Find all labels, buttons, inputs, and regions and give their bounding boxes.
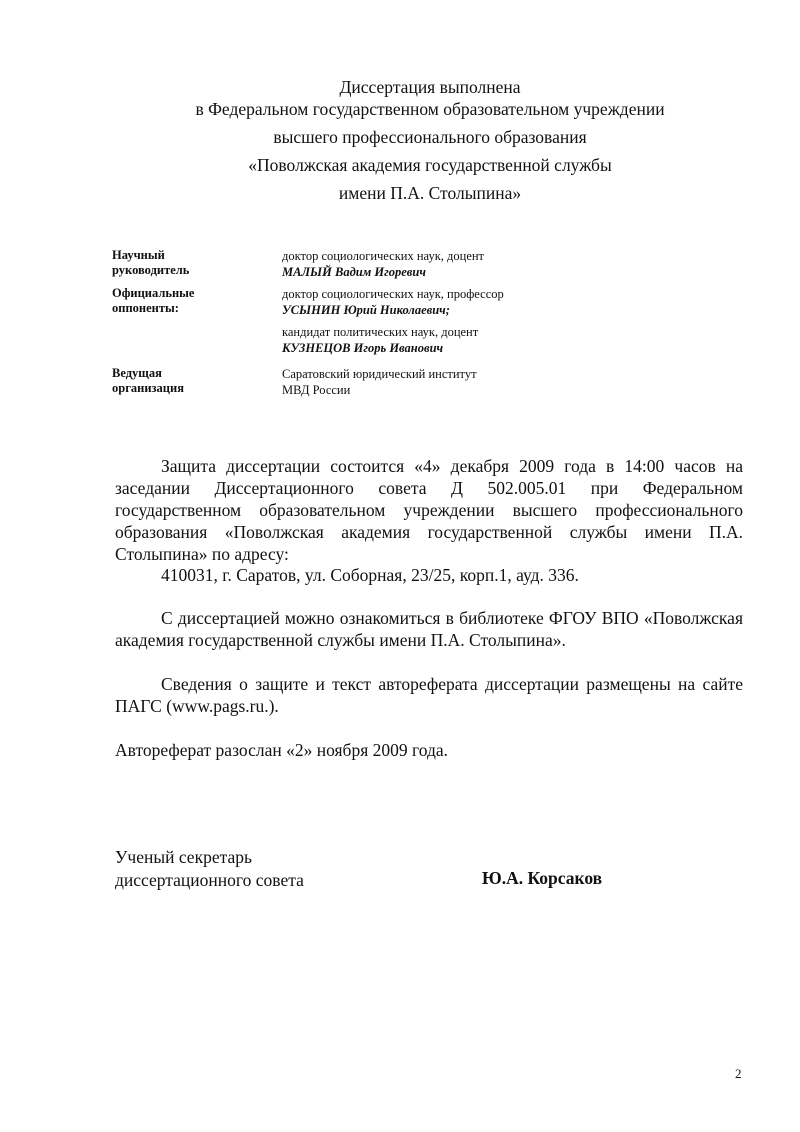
title-block <box>0 74 800 206</box>
opponents-details <box>282 286 582 356</box>
lead-org-line-2: МВД России <box>282 383 351 397</box>
title-line-1: Диссертация выполнена <box>339 77 521 97</box>
lead-org-details <box>282 366 582 398</box>
title-line-3: высшего профессионального образования <box>273 127 587 147</box>
supervisor-details <box>282 248 582 280</box>
defense-paragraph: Защита диссертации состоится «4» декабря 2009 года в 14:00 часов на заседании Диссертационного совета Д 502.005.01 при Федеральном государственном образовательном учреждении высшего профессионального образования «Поволжская академия государственной службы имени П.А. Столыпина» по адресу: <box>115 456 743 564</box>
library-paragraph: С диссертацией можно ознакомиться в библиотеке ФГОУ ВПО «Поволжская академия государственной службы имени П.А. Столыпина». <box>115 608 743 650</box>
opponent-2-position: кандидат политических наук, доцент <box>282 325 479 339</box>
title-line-2: в Федеральном государственном образовательном учреждении <box>195 99 665 119</box>
supervisor-name: МАЛЫЙ Вадим Игоревич <box>282 265 426 279</box>
website-paragraph: Сведения о защите и текст автореферата диссертации размещены на сайте ПАГС (www.pags.ru.). <box>115 674 743 716</box>
opponents-label: Официальные оппоненты: <box>112 286 195 315</box>
sent-date: Автореферат разослан «2» ноября 2009 года. <box>115 740 449 760</box>
secretary-name: Ю.А. Корсаков <box>482 868 603 888</box>
secretary-title-line-2: диссертационного совета <box>115 870 304 890</box>
secretary-title <box>115 846 304 892</box>
lead-org-line-1: Саратовский юридический институт <box>282 367 477 381</box>
defense-address: 410031, г. Саратов, ул. Соборная, 23/25, корп.1, ауд. 336. <box>161 565 579 585</box>
supervisor-position: доктор социологических наук, доцент <box>282 249 485 263</box>
supervisor-label: Научный руководитель <box>112 248 190 277</box>
opponent-1-position: доктор социологических наук, профессор <box>282 287 504 301</box>
page-number: 2 <box>735 1066 742 1081</box>
title-line-4: «Поволжская академия государственной службы <box>248 155 612 175</box>
opponent-2-name: КУЗНЕЦОВ Игорь Иванович <box>282 341 444 355</box>
opponent-1-name: УСЫНИН Юрий Николаевич; <box>282 303 450 317</box>
lead-org-label: Ведущая организация <box>112 366 184 395</box>
title-line-5: имени П.А. Столыпина» <box>338 183 522 203</box>
secretary-title-line-1: Ученый секретарь <box>115 847 252 867</box>
